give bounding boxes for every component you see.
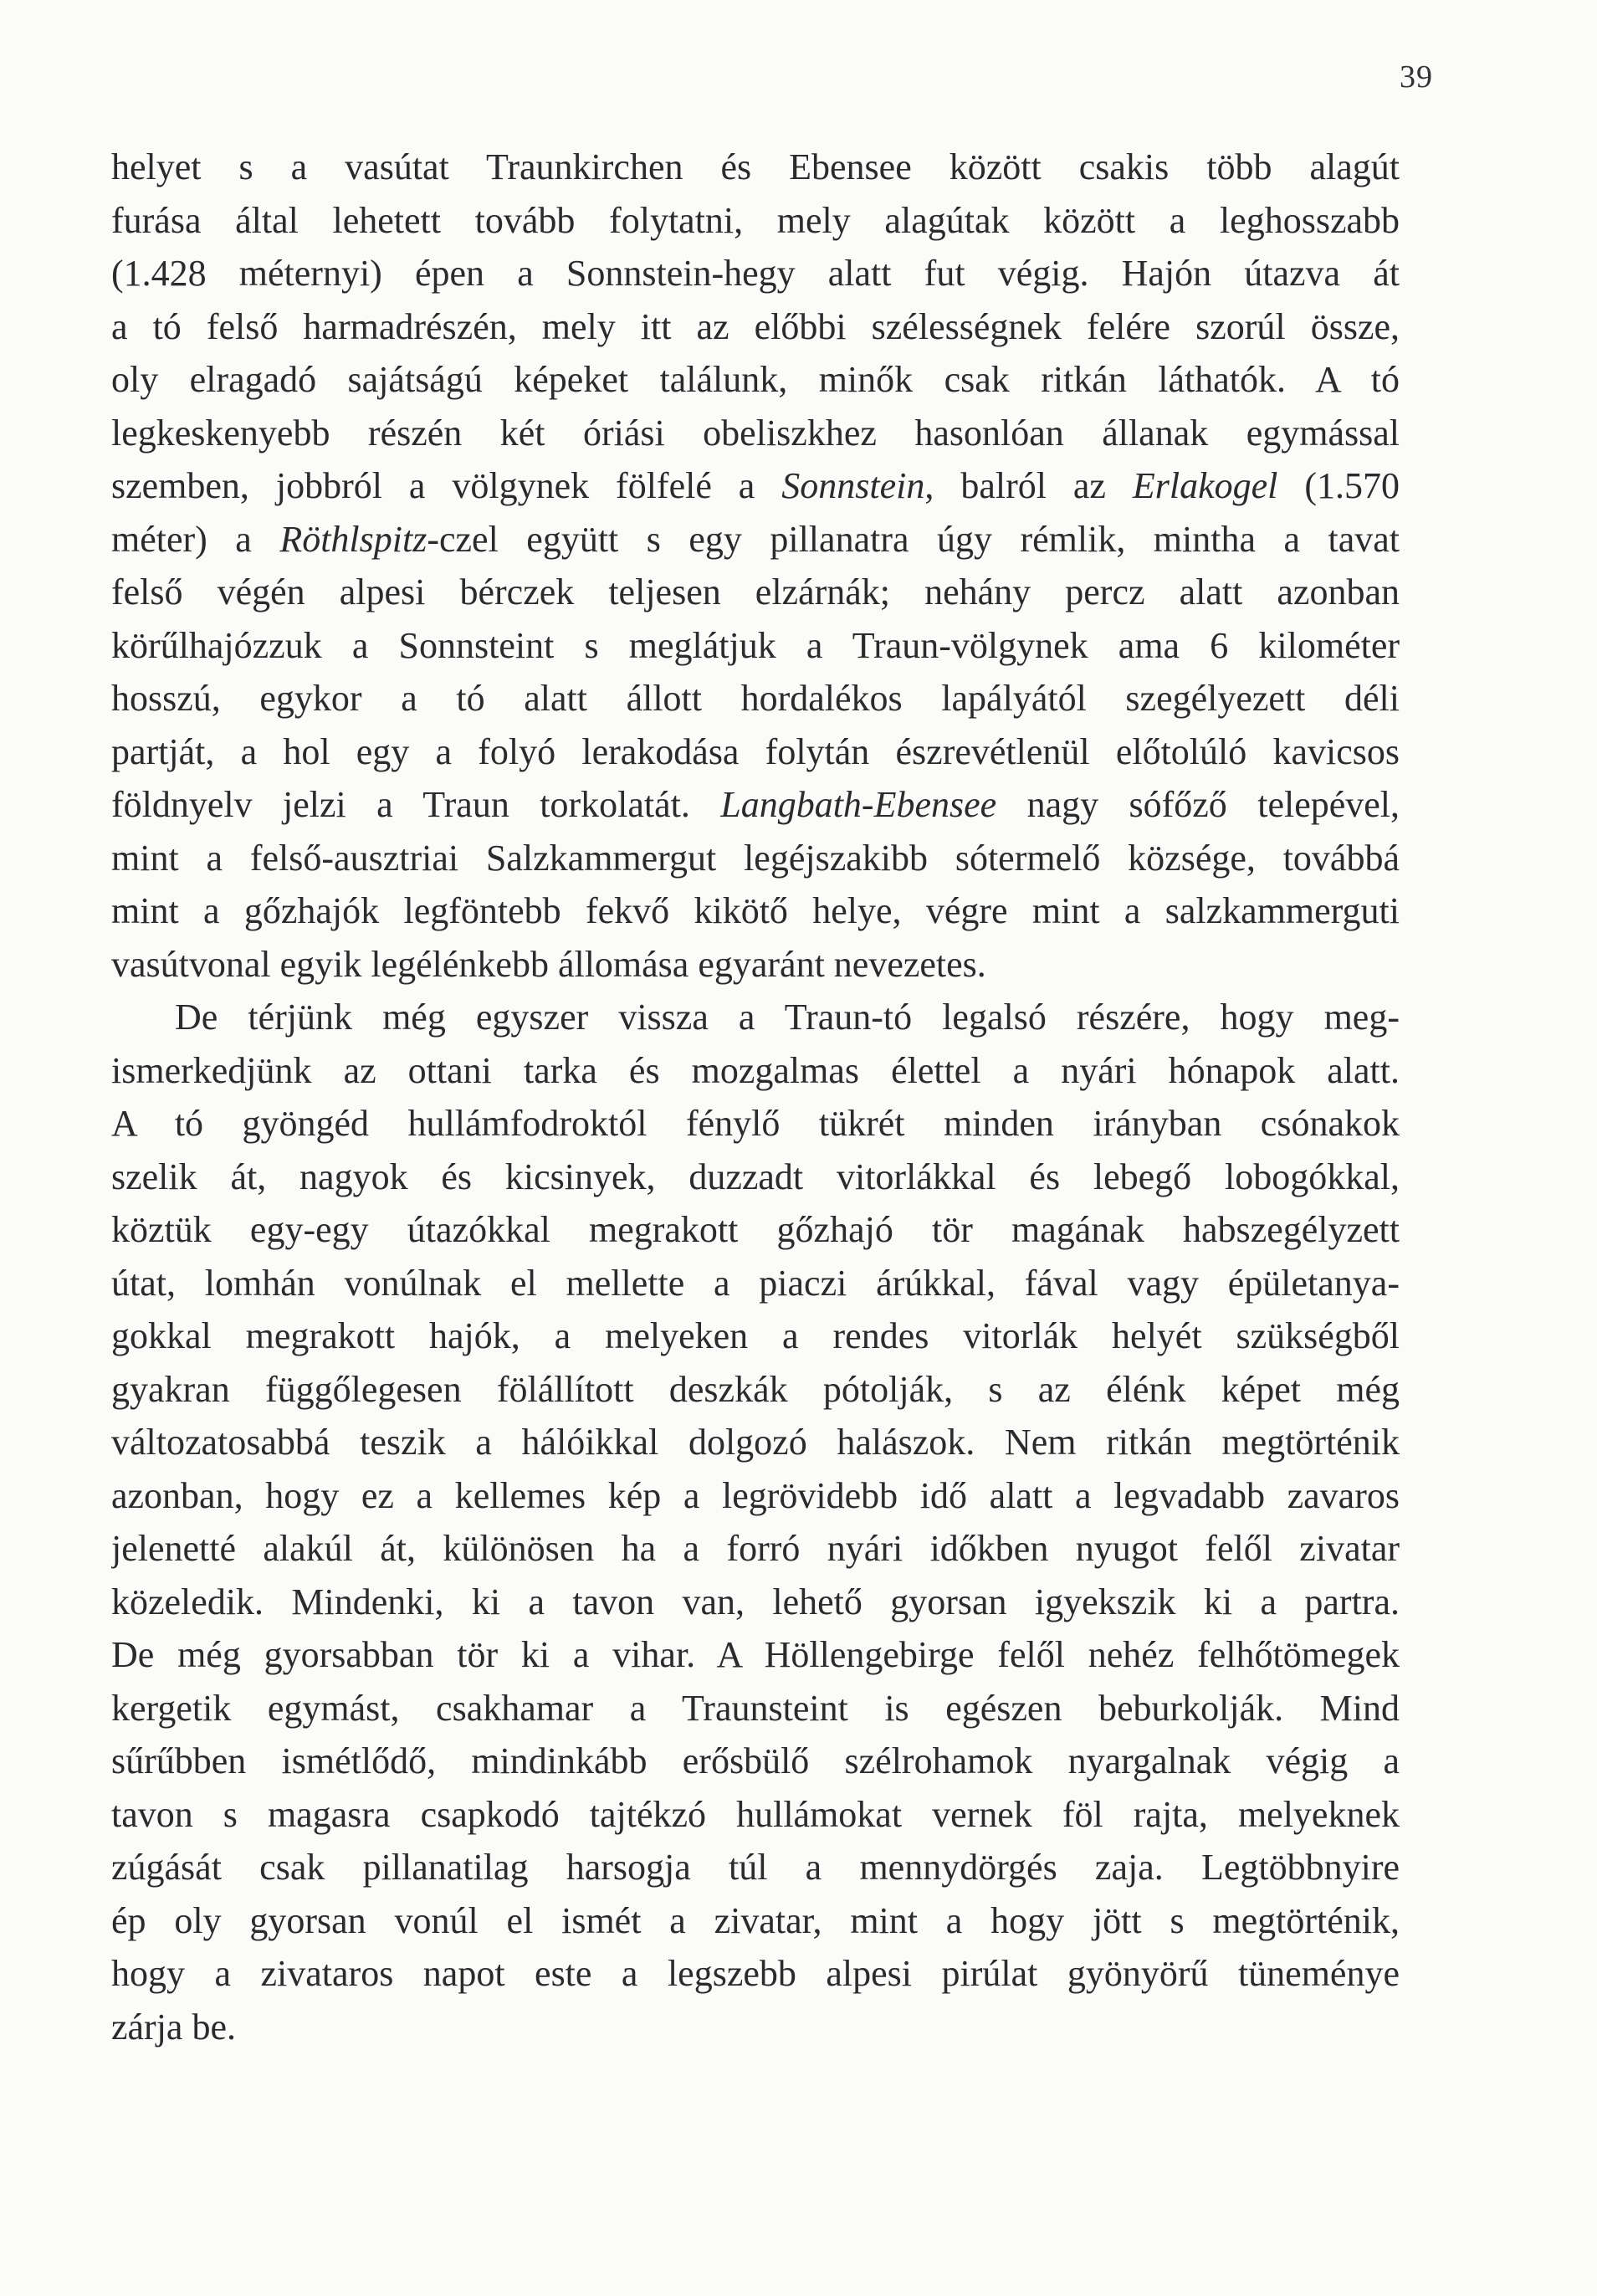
text-run: mint a felső-ausztriai Salzkammergut legéjszakibb sótermelő községe, továbbá (111, 837, 1400, 879)
text-run: legkeskenyebb részén két óriási obeliszkhez hasonlóan állanak egymással (111, 412, 1400, 454)
text-run: vasútvonal egyik legélénkebb állomása egyaránt nevezetes. (111, 943, 986, 985)
text-run: -czel együtt s egy pillanatra úgy rémlik, mintha a tavat (427, 518, 1400, 560)
text-run: , balról az (924, 465, 1133, 506)
text-line (111, 1947, 1400, 2001)
text-run: hosszú, egykor a tó alatt állott hordalékos lapályától szegélyezett déli (111, 678, 1400, 719)
text-line (111, 1522, 1400, 1576)
text-line (111, 513, 1400, 566)
text-line (111, 566, 1400, 619)
text-line (111, 672, 1400, 725)
text-run: útat, lomhán vonúlnak el mellette a piaczi árúkkal, fával vagy épületanya- (111, 1262, 1400, 1304)
text-line (111, 1309, 1400, 1363)
text-line (111, 2001, 1400, 2054)
italic-place-name: Röthlspitz (279, 518, 427, 560)
page-number: 39 (1400, 59, 1433, 95)
text-run: gokkal megrakott hajók, a melyeken a rendes vitorlák helyét szükségből (111, 1315, 1400, 1356)
text-line (111, 247, 1400, 300)
text-run: szemben, jobbról a völgynek fölfelé a (111, 465, 782, 506)
text-line (111, 1097, 1400, 1151)
text-line (111, 1363, 1400, 1417)
text-run: De térjünk még egyszer vissza a Traun-tó legalsó részére, hogy meg- (175, 997, 1400, 1038)
italic-place-name: Erlakogel (1132, 465, 1278, 506)
text-line (111, 1151, 1400, 1204)
text-line (111, 1682, 1400, 1735)
text-line (111, 1894, 1400, 1948)
text-run: nagy sófőző telepével, (996, 784, 1400, 825)
text-run: változatosabbá teszik a hálóikkal dolgozó halászok. Nem ritkán megtörténik (111, 1422, 1400, 1463)
text-run: (1.428 méternyi) épen a Sonnstein-hegy alatt fut végig. Hajón útazva át (111, 253, 1400, 294)
text-line (111, 353, 1400, 407)
text-run: jelenetté alakúl át, különösen ha a forró nyári időkben nyugot felől zivatar (111, 1528, 1400, 1569)
text-run: köztük egy-egy útazókkal megrakott gőzhajó tör magának habszegélyzett (111, 1209, 1400, 1250)
text-line (111, 1257, 1400, 1310)
text-line (111, 194, 1400, 248)
text-run: méter) a (111, 518, 280, 560)
text-run: hogy a zivataros napot este a legszebb alpesi pirúlat gyönyörű tüneménye (111, 1953, 1400, 1994)
text-run: zárja be. (111, 2006, 236, 2047)
text-line (111, 832, 1400, 885)
body-text (111, 141, 1400, 2053)
text-line (111, 1044, 1400, 1098)
text-line (111, 1203, 1400, 1257)
text-line (111, 1628, 1400, 1682)
text-run: kergetik egymást, csakhamar a Traunsteint is egészen beburkolják. Mind (111, 1687, 1400, 1729)
text-run: oly elragadó sajátságú képeket találunk, minők csak ritkán láthatók. A tó (111, 359, 1400, 400)
text-line (111, 1841, 1400, 1894)
text-run: sűrűbben ismétlődő, mindinkább erősbülő szélrohamok nyargalnak végig a (111, 1740, 1400, 1781)
text-line (111, 619, 1400, 673)
text-run: zúgását csak pillanatilag harsogja túl a mennydörgés zaja. Legtöbbnyire (111, 1847, 1400, 1888)
text-run: ép oly gyorsan vonúl el ismét a zivatar, mint a hogy jött s megtörténik, (111, 1899, 1400, 1941)
text-run: ismerkedjünk az ottani tarka és mozgalmas élettel a nyári hónapok alatt. (111, 1049, 1400, 1091)
text-run: furása által lehetett tovább folytatni, mely alagútak között a leghosszabb (111, 199, 1400, 241)
italic-place-name: Sonnstein (781, 465, 925, 506)
text-run: helyet s a vasútat Traunkirchen és Ebensee között csakis több alagút (111, 146, 1400, 187)
text-run: szelik át, nagyok és kicsinyek, duzzadt vitorlákkal és lebegő lobogókkal, (111, 1156, 1400, 1197)
text-run: körűlhajózzuk a Sonnsteint s meglátjuk a Traun-völgynek ama 6 kilométer (111, 624, 1400, 666)
text-run: mint a gőzhajók legföntebb fekvő kikötő helye, végre mint a salzkammerguti (111, 890, 1400, 931)
text-run: tavon s magasra csapkodó tajtékzó hullámokat vernek föl rajta, melyeknek (111, 1793, 1400, 1835)
text-line (111, 141, 1400, 194)
text-line (111, 991, 1400, 1044)
text-line (111, 938, 1400, 992)
text-line (111, 778, 1400, 832)
text-run: a tó felső harmadrészén, mely itt az előbbi szélességnek felére szorúl össze, (111, 305, 1400, 347)
text-run: közeledik. Mindenki, ki a tavon van, lehető gyorsan igyekszik ki a partra. (111, 1581, 1400, 1622)
text-line (111, 407, 1400, 460)
text-line (111, 1416, 1400, 1469)
text-line (111, 884, 1400, 938)
text-line (111, 1788, 1400, 1842)
text-line (111, 459, 1400, 513)
text-run: partját, a hol egy a folyó lerakodása folytán észrevétlenül előtolúló kavicsos (111, 730, 1400, 772)
text-run: azonban, hogy ez a kellemes kép a legrövidebb idő alatt a legvadabb zavaros (111, 1474, 1400, 1516)
text-line (111, 1576, 1400, 1629)
italic-place-name: Langbath-Ebensee (720, 784, 997, 825)
text-run: gyakran függőlegesen fölállított deszkák pótolják, s az élénk képet még (111, 1368, 1400, 1410)
text-run: De még gyorsabban tör ki a vihar. A Höllengebirge felől nehéz felhőtömegek (111, 1634, 1400, 1675)
text-run: felső végén alpesi bérczek teljesen elzárnák; nehány percz alatt azonban (111, 571, 1400, 612)
text-line (111, 1735, 1400, 1788)
text-run: (1.570 (1277, 465, 1400, 506)
text-line (111, 300, 1400, 354)
text-line (111, 1469, 1400, 1523)
text-line (111, 725, 1400, 779)
text-run: földnyelv jelzi a Traun torkolatát. (111, 784, 721, 825)
text-run: A tó gyöngéd hullámfodroktól fénylő tükrét minden irányban csónakok (111, 1103, 1400, 1144)
